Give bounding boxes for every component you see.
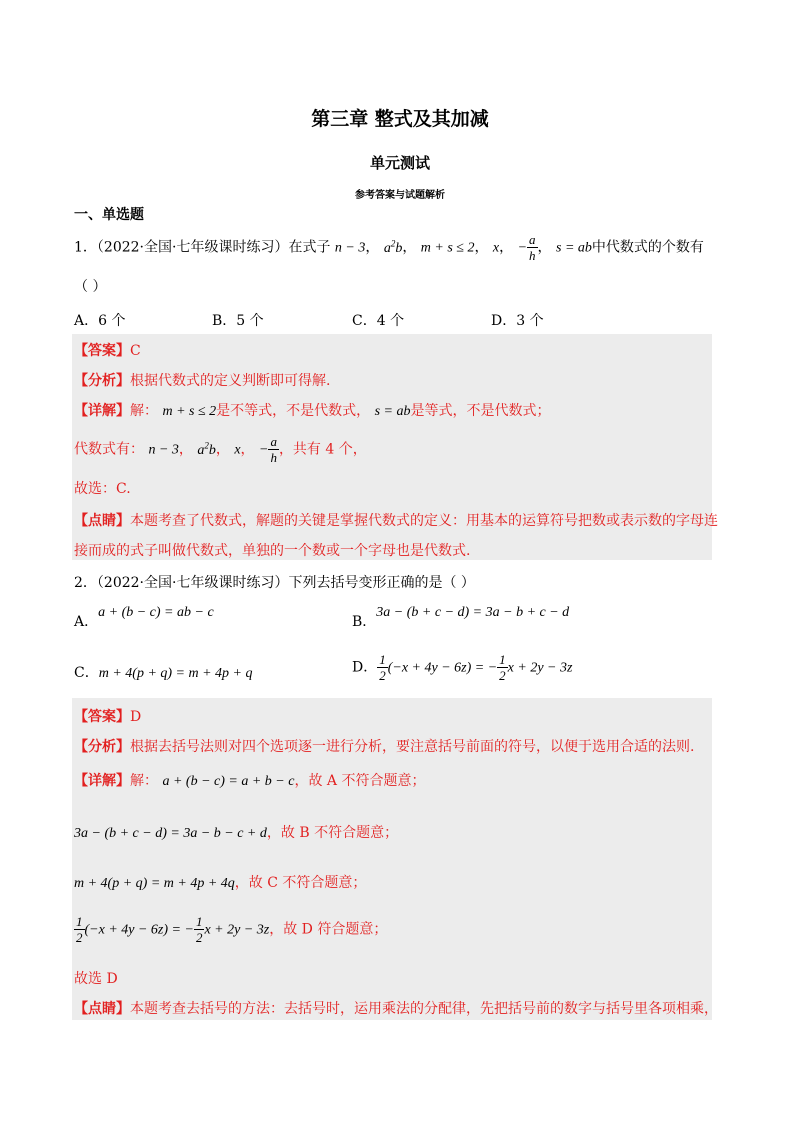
- minus-sign: −: [258, 442, 269, 458]
- separator: ，: [474, 239, 489, 256]
- detail-text: ，共有 4 个，: [278, 441, 367, 458]
- expression: 3a − (b + c − d) = 3a − b − c + d: [74, 826, 267, 841]
- expression: $a^2b$: [383, 237, 403, 256]
- question-1: [74, 232, 704, 263]
- expression: a + (b − c) = ab − c: [98, 605, 214, 620]
- expression: $a^2b$: [197, 439, 216, 458]
- detail-line-1: [74, 400, 551, 420]
- detail-tag: 【详解】: [74, 403, 130, 419]
- separator: ，: [215, 441, 230, 458]
- q2-option-b: [352, 604, 569, 631]
- analysis-line: [74, 370, 330, 390]
- expression: a + (b − c) = a + b − c: [162, 774, 295, 789]
- question-source: （2022·全国·七年级课时练习）在式子: [96, 239, 331, 256]
- option-c: C．4 个: [352, 313, 405, 329]
- q2-option-c: [74, 662, 253, 682]
- option-label: D．: [352, 659, 378, 676]
- expression: m + 4(p + q) = m + 4p + q: [98, 666, 253, 681]
- detail-prefix: 解：: [130, 403, 158, 419]
- analysis-line: [74, 736, 694, 756]
- detail-text: ，故 C 不符合题意；: [234, 875, 367, 891]
- expression: x: [234, 442, 241, 458]
- answer-key-title: 参考答案与试题解析: [355, 190, 445, 201]
- detail-line-1: [74, 770, 425, 790]
- option-label: B．: [352, 614, 377, 630]
- point-line-1: [74, 510, 718, 530]
- expression: m + 4(p + q) = m + 4p + 4q: [74, 876, 235, 891]
- fraction: $\frac{1}{2}$: [195, 914, 203, 945]
- analysis-tag: 【分析】: [74, 373, 130, 389]
- question-number: 2．: [74, 575, 97, 591]
- question-text: （2022·全国·七年级课时练习）下列去括号变形正确的是（ ）: [96, 575, 475, 591]
- point-line-2: 接而成的式子叫做代数式，单独的一个数或一个字母也是代数式.: [74, 543, 471, 559]
- detail-text: 是等式，不是代数式；: [410, 403, 551, 419]
- separator: ，: [240, 441, 255, 458]
- point-tag: 【点睛】: [74, 1001, 130, 1017]
- detail-line-4: [74, 914, 387, 945]
- detail-text: 是不等式，不是代数式，: [216, 403, 371, 419]
- expression: s = ab: [374, 404, 411, 419]
- expression: m + s ≤ 2: [420, 240, 475, 256]
- detail-prefix: 解：: [130, 773, 158, 789]
- detail-line-3: [74, 872, 366, 892]
- option-b: B．5 个: [212, 313, 264, 329]
- detail-tag: 【详解】: [74, 773, 130, 789]
- detail-line-2: [74, 434, 367, 465]
- answer-value: D: [130, 709, 142, 725]
- detail-text: ，故 B 不符合题意；: [266, 825, 399, 841]
- point-line-1: [74, 998, 718, 1018]
- choose-line: 故选 D: [74, 971, 118, 987]
- option-label: C．: [74, 665, 99, 681]
- expression: n − 3: [148, 442, 179, 458]
- fraction: $\frac{1}{2}$: [76, 914, 83, 945]
- question-2: [74, 572, 475, 592]
- expression: s = ab: [556, 240, 592, 256]
- separator: ，: [365, 239, 380, 256]
- expression: x + 2y − 3z: [204, 922, 270, 938]
- minus-sign: −: [517, 240, 528, 256]
- q2-option-d: [352, 652, 572, 683]
- fraction: $\frac{a}{h}$: [270, 434, 277, 465]
- answer-tag: 【答案】: [74, 709, 130, 725]
- point-tag: 【点睛】: [74, 513, 130, 529]
- section-heading: 一、单选题: [74, 207, 144, 223]
- choose-line: 故选：C.: [74, 481, 131, 497]
- option-label: A．: [74, 614, 99, 630]
- option-d: D．3 个: [491, 313, 544, 329]
- expression: (−x + 4y − 6z) = −: [84, 922, 194, 938]
- expression: x: [492, 240, 500, 256]
- separator: ，: [402, 239, 417, 256]
- detail-prefix: 代数式有：: [74, 441, 144, 458]
- question-number: 1．: [74, 239, 97, 256]
- separator: ，: [499, 239, 514, 256]
- question-tail: 中代数式的个数有: [591, 239, 704, 256]
- expression: 3a − (b + c − d) = 3a − b + c − d: [376, 605, 570, 620]
- analysis-tag: 【分析】: [74, 739, 130, 755]
- analysis-text: 根据去括号法则对四个选项逐一进行分析，要注意括号前面的符号，以便于选用合适的法则.: [130, 739, 695, 755]
- option-a: A．6 个: [74, 313, 126, 329]
- expression: x + 2y − 3z: [507, 660, 573, 676]
- point-text: 本题考查了代数式，解题的关键是掌握代数式的定义：用基本的运算符号把数或表示数的字母连: [130, 513, 718, 529]
- page-title: 第三章 整式及其加减: [311, 108, 489, 130]
- expression: m + s ≤ 2: [162, 404, 217, 419]
- detail-line-2: [74, 822, 398, 842]
- answer-tag: 【答案】: [74, 343, 130, 359]
- answer-parentheses: （ ）: [74, 279, 107, 295]
- fraction: $\frac{1}{2}$: [499, 652, 506, 683]
- point-text: 本题考查去括号的方法：去括号时，运用乘法的分配律，先把括号前的数字与括号里各项相乘，: [130, 1001, 718, 1017]
- detail-text: ，故 D 符合题意；: [269, 921, 388, 938]
- fraction: $\frac{a}{h}$: [529, 232, 536, 263]
- answer-value: C: [130, 343, 141, 359]
- expression: n − 3: [334, 240, 366, 256]
- analysis-text: 根据代数式的定义判断即可得解.: [130, 373, 331, 389]
- detail-text: ，故 A 不符合题意；: [294, 773, 426, 789]
- answer-line: [74, 340, 141, 360]
- fraction: $\frac{1}{2}$: [379, 652, 386, 683]
- separator: ，: [178, 441, 193, 458]
- page-subtitle: 单元测试: [369, 154, 430, 172]
- expression: (−x + 4y − 6z) = −: [387, 660, 498, 676]
- separator: ，: [537, 239, 552, 256]
- q2-option-a: [74, 604, 214, 631]
- answer-line: [74, 706, 141, 726]
